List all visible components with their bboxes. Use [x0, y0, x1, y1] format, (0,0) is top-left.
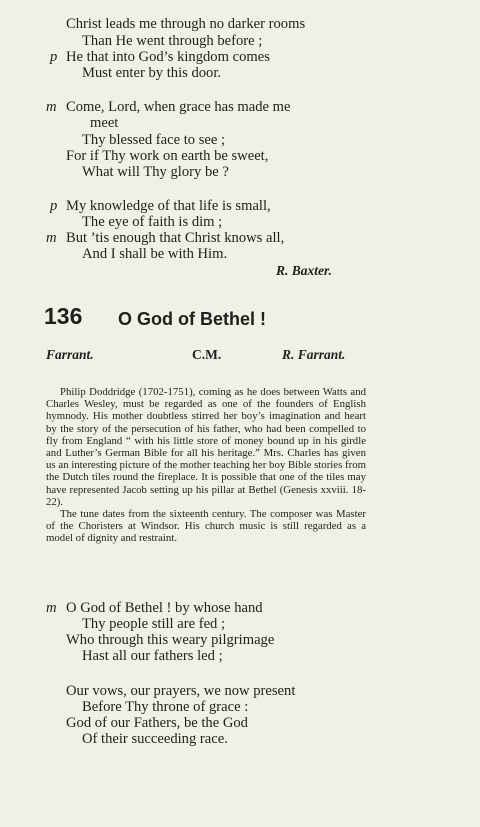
verse-line: Christ leads me through no darker rooms: [66, 16, 306, 32]
meter: C.M.: [192, 347, 222, 362]
note-paragraph: The tune dates from the sixteenth century. The composer was Master of the Choristers at Windsor. His church music is still regarded as a model of dignity and restraint.: [46, 508, 366, 545]
verse-line: Our vows, our prayers, we now present: [66, 683, 296, 699]
dynamic-mark: m: [46, 230, 57, 246]
verse-line: O God of Bethel ! by whose hand: [66, 600, 263, 616]
verse-line: Come, Lord, when grace has made me: [66, 99, 291, 115]
note-paragraph: Philip Doddridge (1702-1751), coming as he does between Watts and Charles Wesley, must be regarded as one of the founders of English hymnody. His mother doubtless stirred her boy’s imagination and heart by the story of the persecution of his father, who had been compelled to fly from England “ with his little store of money bound up in his girdle and Luther’s German Bible for all his heritage.” Mrs. Charles has given us an interesting picture of the mother teaching her boy Bible stories from the Dutch tiles round the fireplace. It is possible that one of the tiles may have represented Jacob setting up his pillar at Bethel (Genesis xxviii. 18-22).: [46, 386, 366, 508]
hymn-number: 136: [44, 303, 83, 329]
verse-line: The eye of faith is dim ;: [82, 214, 223, 230]
dynamic-mark: p: [50, 198, 58, 214]
dynamic-mark: m: [46, 99, 57, 115]
verse-line: What will Thy glory be ?: [82, 164, 229, 180]
tune-composer: R. Farrant.: [282, 347, 346, 362]
verse-line: Thy blessed face to see ;: [82, 132, 226, 148]
verse-line: But ’tis enough that Christ knows all,: [66, 230, 285, 246]
verse-line: Who through this weary pilgrimage: [66, 632, 275, 648]
tune-name: Farrant.: [46, 347, 94, 362]
dynamic-mark: m: [46, 600, 57, 616]
verse-line: God of our Fathers, be the God: [66, 715, 248, 731]
verse-line: Than He went through before ;: [82, 33, 263, 49]
hymn-title: O God of Bethel !: [118, 309, 266, 329]
verse-line: Of their succeeding race.: [82, 731, 228, 747]
verse-line: Must enter by this door.: [82, 65, 222, 81]
verse-line: He that into God’s kingdom comes: [66, 49, 270, 65]
hymn-note: [46, 386, 366, 545]
verse-line: My knowledge of that life is small,: [66, 198, 271, 214]
verse-line: meet: [90, 115, 119, 131]
verse-line: Before Thy throne of grace :: [82, 699, 249, 715]
dynamic-mark: p: [50, 49, 58, 65]
verse-line: Thy people still are fed ;: [82, 616, 226, 632]
verse-line: Hast all our fathers led ;: [82, 648, 223, 664]
author-attribution: R. Baxter.: [276, 263, 332, 278]
verse-line: And I shall be with Him.: [82, 246, 228, 262]
verse-line: For if Thy work on earth be sweet,: [66, 148, 269, 164]
